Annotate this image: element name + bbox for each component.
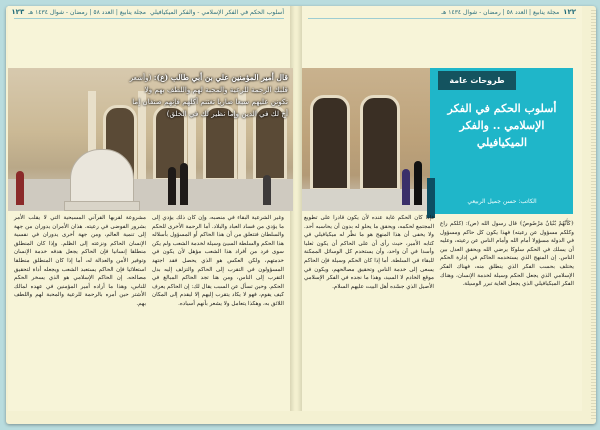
right-page-number: ١٢٢ (563, 8, 576, 16)
magazine-logo-strip (427, 178, 435, 218)
shrine-courtyard-photo (8, 68, 293, 211)
left-page-number: ١٢٣ (11, 8, 25, 16)
left-header-title: أسلوب الحكم في الفكر الإسلامي - والفكر الميكيافيلي (150, 8, 284, 16)
left-page-header (11, 6, 284, 19)
right-page-column-left (304, 214, 434, 406)
article-author: الكاتب: حسن جميل الربيعي (467, 198, 537, 205)
right-page-header (308, 6, 576, 19)
right-column-left-text: فإذا كان الحكم غاية عنده لأن يكون قادرا على تطويع المجتمع لحكمه، ويحقق ما يحلو له بدون أن يحاسبه أحد. ولا يخفى أن هذا المنهج هو ما نظّر له ميكيافيلي في كتابه الأمير، حيث رأى أن على الحاكم أن يكون ثعلبا وأسدا في آن واحد، وأن يستخدم كل الوسائل الممكنة للبقاء في السلطة. أما إذا كان الحكم وسيلة فإن الحاكم يسعى إلى خدمة الناس وتحقيق مصالحهم، ويكون في موقع الخادم لا السيد، وهذا ما نجده في الفكر الإسلامي الأصيل الذي جسّده أهل البيت عليهم السلام. (304, 215, 434, 290)
mosque-arcade-photo (302, 68, 430, 211)
article-title: أسلوب الحكم في الفكر الإسلامي .. والفكر الميكيافيلي (447, 102, 557, 149)
quote-attribution: قال أمير المؤمنين علي بن أبي طالب (ع): (153, 73, 288, 82)
right-page-column-right (440, 220, 574, 406)
left-page-column-left (14, 214, 146, 406)
quote-overlay (126, 72, 288, 158)
right-column-right-text: ﴿كَأَنَّهُمْ بُنْيَانٌ مَرْصُوصٌ﴾ قال رسول الله (ص): (كلكم راع وكلكم مسؤول عن رعيته) فهذا يكون كل حاكم ومسؤول في الدولة مسؤولا أمام الله وأمام الناس عن رعيته، وعليه أن يسلك في الحكم سلوكا يرضي الله ويحقق العدل بين الناس. إن المنهج الذي يستخدمه الحاكم في إدارة الحكم يختلف بحسب الفكر الذي ينطلق منه، فهناك الفكر الإسلامي الذي يجعل الحكم وسيلة لخدمة الإنسان، وهناك الفكر الميكيافيلي الذي يجعل الغاية تبرر الوسيلة. (440, 221, 574, 288)
left-page-column-right (152, 214, 284, 406)
quote-body: (وأشعر قلبك الرحمة للرعية والمحبة لهم واللطف بهم ولا تكونن عليهم سبعا ضاريا تغتنم أكلهم فإنهم صنفان إما أخ لك في الدين وإما نظير لك في الخلق) (129, 73, 288, 118)
section-tag: طروحات عامة (438, 71, 516, 90)
right-header-meta: مجلة ينابيع | العدد ٥٨ | رمضان - شوال ١٤٣٤ هـ (441, 8, 560, 16)
left-column-left-text: مشروعة لقربها القرآني المسيحية التي لا يقلب الأمر بشرور الفوضى في رعيته. هذان الأمران يدوران من جهة إلى تنمية العالم، ومن جهة أخرى يدوران في نفسية الإنسان الحاكم ونزعته إلى الظلم. وإذا كان المنطلق منطلقا إنسانيا فإن الحاكم يجعل هدفه خدمة الإنسان وتوفير الأمن والعدالة له، أما إذا كان المنطلق منطلقا استعلائيا فإن الحاكم يستعبد الشعب ويجعله أداة لتحقيق مصالحه. إن الحاكم الإسلامي هو الذي يسخر الحكم للناس، وهذا ما أراده أمير المؤمنين في عهده لمالك الأشتر حين أمره بالرحمة للرعية والمحبة لهم واللطف بهم. (14, 215, 146, 307)
inscribed-stone (70, 149, 134, 209)
left-header-meta: مجلة ينابيع | العدد ٥٨ | رمضان - شوال ١٤٣٤ هـ (28, 8, 146, 16)
page-edge (591, 10, 596, 420)
left-column-right-text: وغير الشرعية البقاء في منصبه، وإن كان ذلك يؤدي إلى ما يؤدي من فساد العباد والبلاد. أما الرحمة الأخرى للحكم والسلطان فتتعلق من أن هذا الحاكم أو المسؤول بأسلاله هذا الحكم والسلطة السيئ وسيلة لخدمة الشعب ولم يكن سوى فرد من أفراد هذا الشعب مؤهل لأن يكون في خدمتهم، ولكن العكس هو الذي يحصل فقد اجتهد المسؤولون في التقرب إلى الحاكم والتزلف إليه بدل التقرب إلى الناس، ومن هنا تجد الحاكم المبالغ في الحكم. وحين تسأل عن السبب يقال لك: إن الحاكم يعرف كيف يقوم، فهو لا يكاد يتقرب إليهم إلا ليقدم إلى المكان اللائق به، وهكذا يتعامل ولا يشعر بأنهم أسياده. (152, 215, 284, 307)
